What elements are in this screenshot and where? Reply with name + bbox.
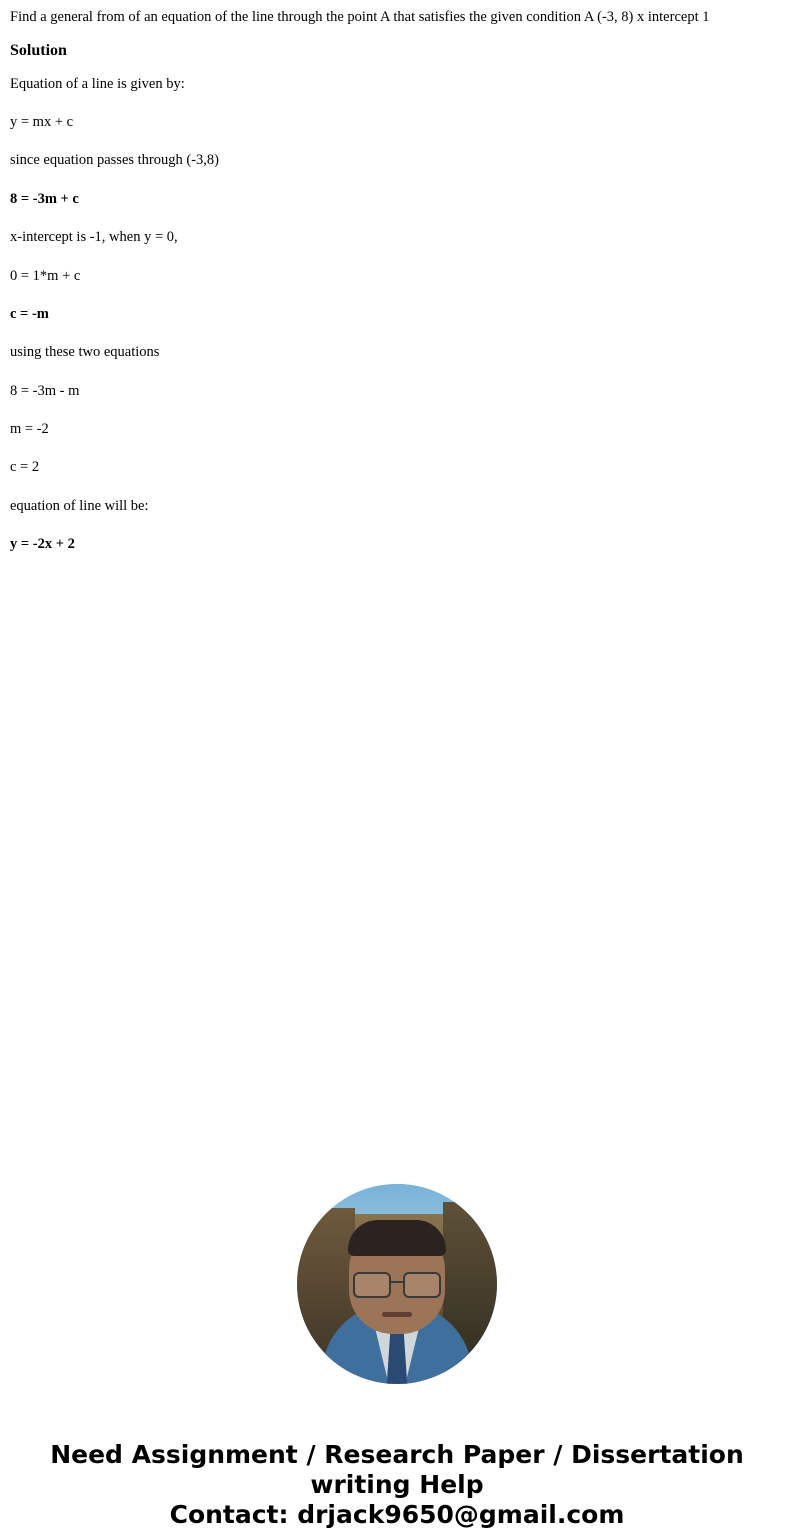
solution-step: c = 2: [10, 459, 40, 476]
avatar-container: [10, 1184, 784, 1384]
avatar-lens-right: [403, 1272, 441, 1298]
solution-step: equation of line will be:: [10, 497, 149, 514]
solution-step: m = -2: [10, 421, 49, 438]
solution-step: Equation of a line is given by:: [10, 75, 185, 92]
solution-step: y = mx + c: [10, 113, 74, 130]
solution-steps: [10, 76, 784, 554]
promo-block: [10, 1440, 784, 1530]
solution-step: using these two equations: [10, 344, 160, 361]
solution-step: 0 = 1*m + c: [10, 267, 81, 284]
solution-step: x-intercept is -1, when y = 0,: [10, 229, 178, 246]
solution-step: since equation passes through (-3,8): [10, 152, 219, 169]
solution-heading: Solution: [10, 41, 67, 59]
avatar-mouth: [382, 1312, 412, 1317]
solution-step: c = -m: [10, 305, 49, 322]
avatar-hair: [348, 1220, 446, 1256]
promo-line-1: Need Assignment / Research Paper / Dissertation: [50, 1439, 744, 1469]
solution-step: 8 = -3m + c: [10, 190, 79, 207]
avatar-lens-left: [353, 1272, 391, 1298]
question-text: Find a general from of an equation of the line through the point A that satisfies the given condition A (-3, 8) x intercept 1: [10, 9, 710, 25]
solution-step: 8 = -3m - m: [10, 382, 80, 399]
avatar: [297, 1184, 497, 1384]
promo-contact-line: Contact: drjack9650@gmail.com: [169, 1499, 625, 1529]
solution-step: y = -2x + 2: [10, 536, 75, 553]
promo-line-2: writing Help: [310, 1469, 484, 1499]
avatar-glasses: [351, 1272, 443, 1294]
